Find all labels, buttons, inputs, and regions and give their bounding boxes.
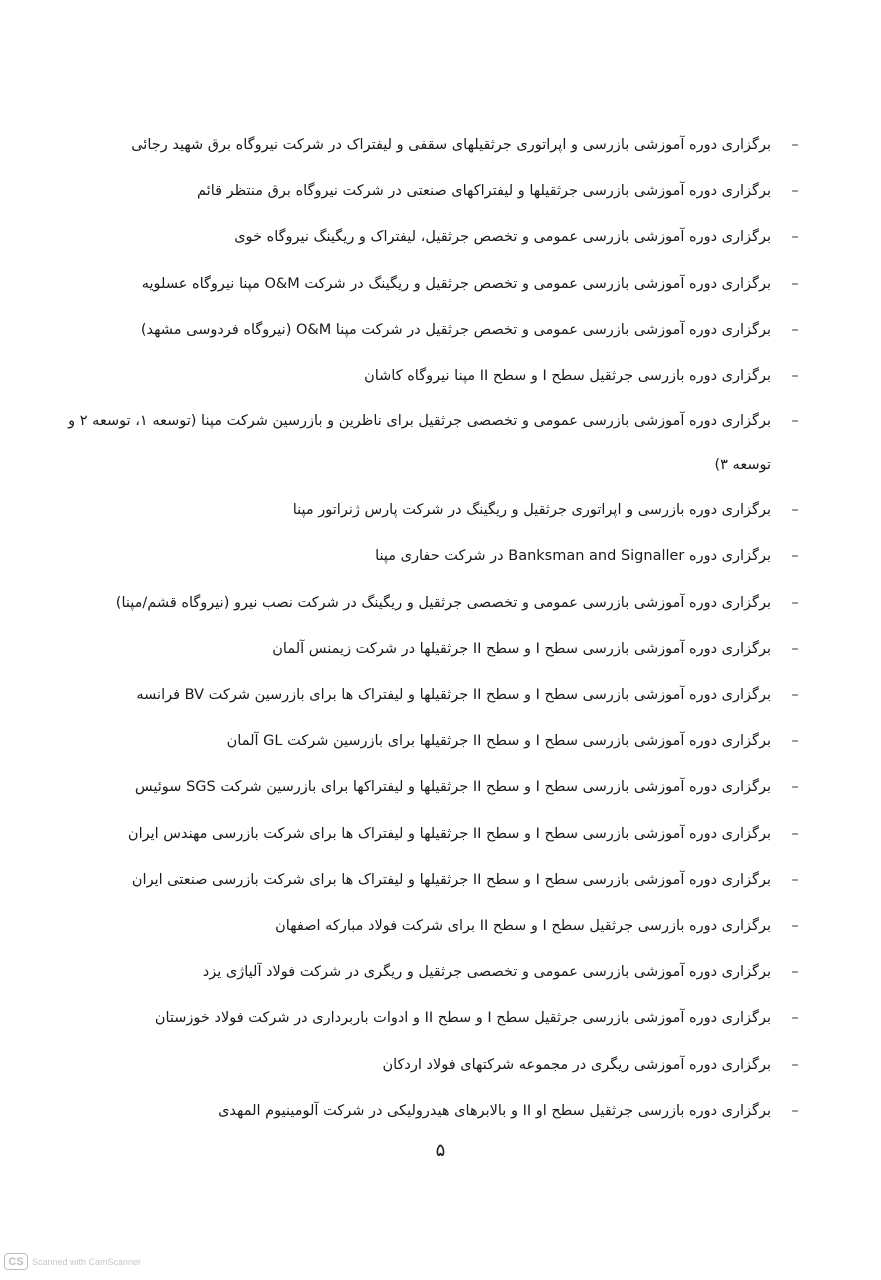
list-item: – برگزاری دوره آموزشی بازرسی سطح I و سطح II جرثقیلها در شرکت زیمنس آلمان bbox=[61, 626, 801, 672]
dash-bullet: – bbox=[791, 275, 799, 292]
page-number: ۵ bbox=[435, 1140, 446, 1161]
dash-bullet: – bbox=[791, 871, 799, 888]
list-item: – برگزاری دوره بازرسی جرثقیل سطح I و سطح II برای شرکت فولاد مبارکه اصفهان bbox=[61, 903, 801, 949]
list-item: – برگزاری دوره آموزشی بازرسی سطح I و سطح II جرثقیلها و لیفتراک ها برای بازرسین شرکت BV فرانسه bbox=[61, 672, 801, 718]
dash-bullet: – bbox=[791, 183, 799, 200]
list-item: – برگزاری دوره بازرسی جرثقیل سطح او II و بالابرهای هیدرولیکی در شرکت آلومینیوم المهدی bbox=[61, 1088, 801, 1134]
watermark-text: Scanned with CamScanner bbox=[32, 1256, 142, 1267]
list-item: – برگزاری دوره آموزشی بازرسی عمومی و تخصص جرثقیل و ریگینگ در شرکت O&M مپنا نیروگاه عسلویه bbox=[61, 261, 801, 307]
list-item: – برگزاری دوره آموزشی بازرسی جرثقیل سطح I و سطح II و ادوات باربرداری در شرکت فولاد خوزستان bbox=[61, 995, 801, 1041]
dash-bullet: – bbox=[791, 640, 799, 657]
dash-bullet: – bbox=[791, 413, 799, 430]
list-item: – برگزاری دوره آموزشی بازرسی و اپراتوری جرثقیلهای سقفی و لیفتراک در شرکت نیروگاه برق شهید رجائی bbox=[61, 122, 801, 168]
camscanner-watermark bbox=[4, 1253, 141, 1270]
list-item: – برگزاری دوره بازرسی جرثقیل سطح I و سطح II مپنا نیروگاه کاشان bbox=[61, 353, 801, 399]
dash-bullet: – bbox=[791, 918, 799, 935]
dash-bullet: – bbox=[791, 594, 799, 611]
dash-bullet: – bbox=[791, 229, 799, 246]
list-item: – برگزاری دوره بازرسی و اپراتوری جرثقیل و ریگینگ در شرکت پارس ژنراتور مپنا bbox=[61, 487, 801, 533]
dash-bullet: – bbox=[791, 964, 799, 981]
list-item: – برگزاری دوره آموزشی بازرسی جرثقیلها و لیفتراکهای صنعتی در شرکت نیروگاه برق منتظر قائم bbox=[61, 168, 801, 214]
list-item: – برگزاری دوره آموزشی ریگری در مجموعه شرکتهای فولاد اردکان bbox=[61, 1042, 801, 1088]
dash-bullet: – bbox=[791, 502, 799, 519]
list-item: – برگزاری دوره آموزشی بازرسی عمومی و تخصص جرثقیل، لیفتراک و ریگینگ نیروگاه خوی bbox=[61, 214, 801, 260]
dash-bullet: – bbox=[791, 825, 799, 842]
list-item: – برگزاری دوره آموزشی بازرسی عمومی و تخصصی جرثقیل و ریگری در شرکت فولاد آلیاژی یزد bbox=[61, 949, 801, 995]
dash-bullet: – bbox=[791, 1056, 799, 1073]
list-item: – برگزاری دوره Banksman and Signaller در شرکت حفاری مپنا bbox=[61, 533, 801, 579]
dash-bullet: – bbox=[791, 687, 799, 704]
dash-bullet: – bbox=[791, 137, 799, 153]
dash-bullet: – bbox=[791, 321, 799, 338]
dash-bullet: – bbox=[791, 733, 799, 750]
list-item: – برگزاری دوره آموزشی بازرسی سطح I و سطح II جرثقیلها برای بازرسین شرکت GL آلمان bbox=[61, 718, 801, 764]
dash-bullet: – bbox=[791, 779, 799, 796]
dash-bullet: – bbox=[791, 548, 799, 565]
list-item: – برگزاری دوره آموزشی بازرسی عمومی و تخصصی جرثقیل و ریگینگ در شرکت نصب نیرو (نیروگاه قشم/مپنا) bbox=[61, 580, 801, 626]
camscanner-logo-icon: CS bbox=[4, 1253, 28, 1270]
list-item: – برگزاری دوره آموزشی بازرسی سطح I و سطح II جرثقیلها و لیفتراک ها برای شرکت بازرسی مهندس ایران bbox=[61, 811, 801, 857]
dash-bullet: – bbox=[791, 1102, 799, 1119]
list-item: – برگزاری دوره آموزشی بازرسی عمومی و تخصص جرثقیل در شرکت مپنا O&M (نیروگاه فردوسی مشهد) bbox=[61, 307, 801, 353]
list-item: – برگزاری دوره آموزشی بازرسی سطح I و سطح II جرثقیلها و لیفتراکها برای بازرسین شرکت SGS سوئیس bbox=[61, 764, 801, 810]
list-item: – برگزاری دوره آموزشی بازرسی عمومی و تخصصی جرثقیل برای ناظرین و بازرسین شرکت مپنا (توسعه ۱، توسعه ۲ و توسعه ۳) bbox=[61, 399, 801, 487]
list-item: – برگزاری دوره آموزشی بازرسی سطح I و سطح II جرثقیلها و لیفتراک ها برای شرکت بازرسی صنعتی ایران bbox=[61, 857, 801, 903]
dash-bullet: – bbox=[791, 1010, 799, 1027]
training-courses-list bbox=[61, 122, 801, 1134]
dash-bullet: – bbox=[791, 368, 799, 385]
